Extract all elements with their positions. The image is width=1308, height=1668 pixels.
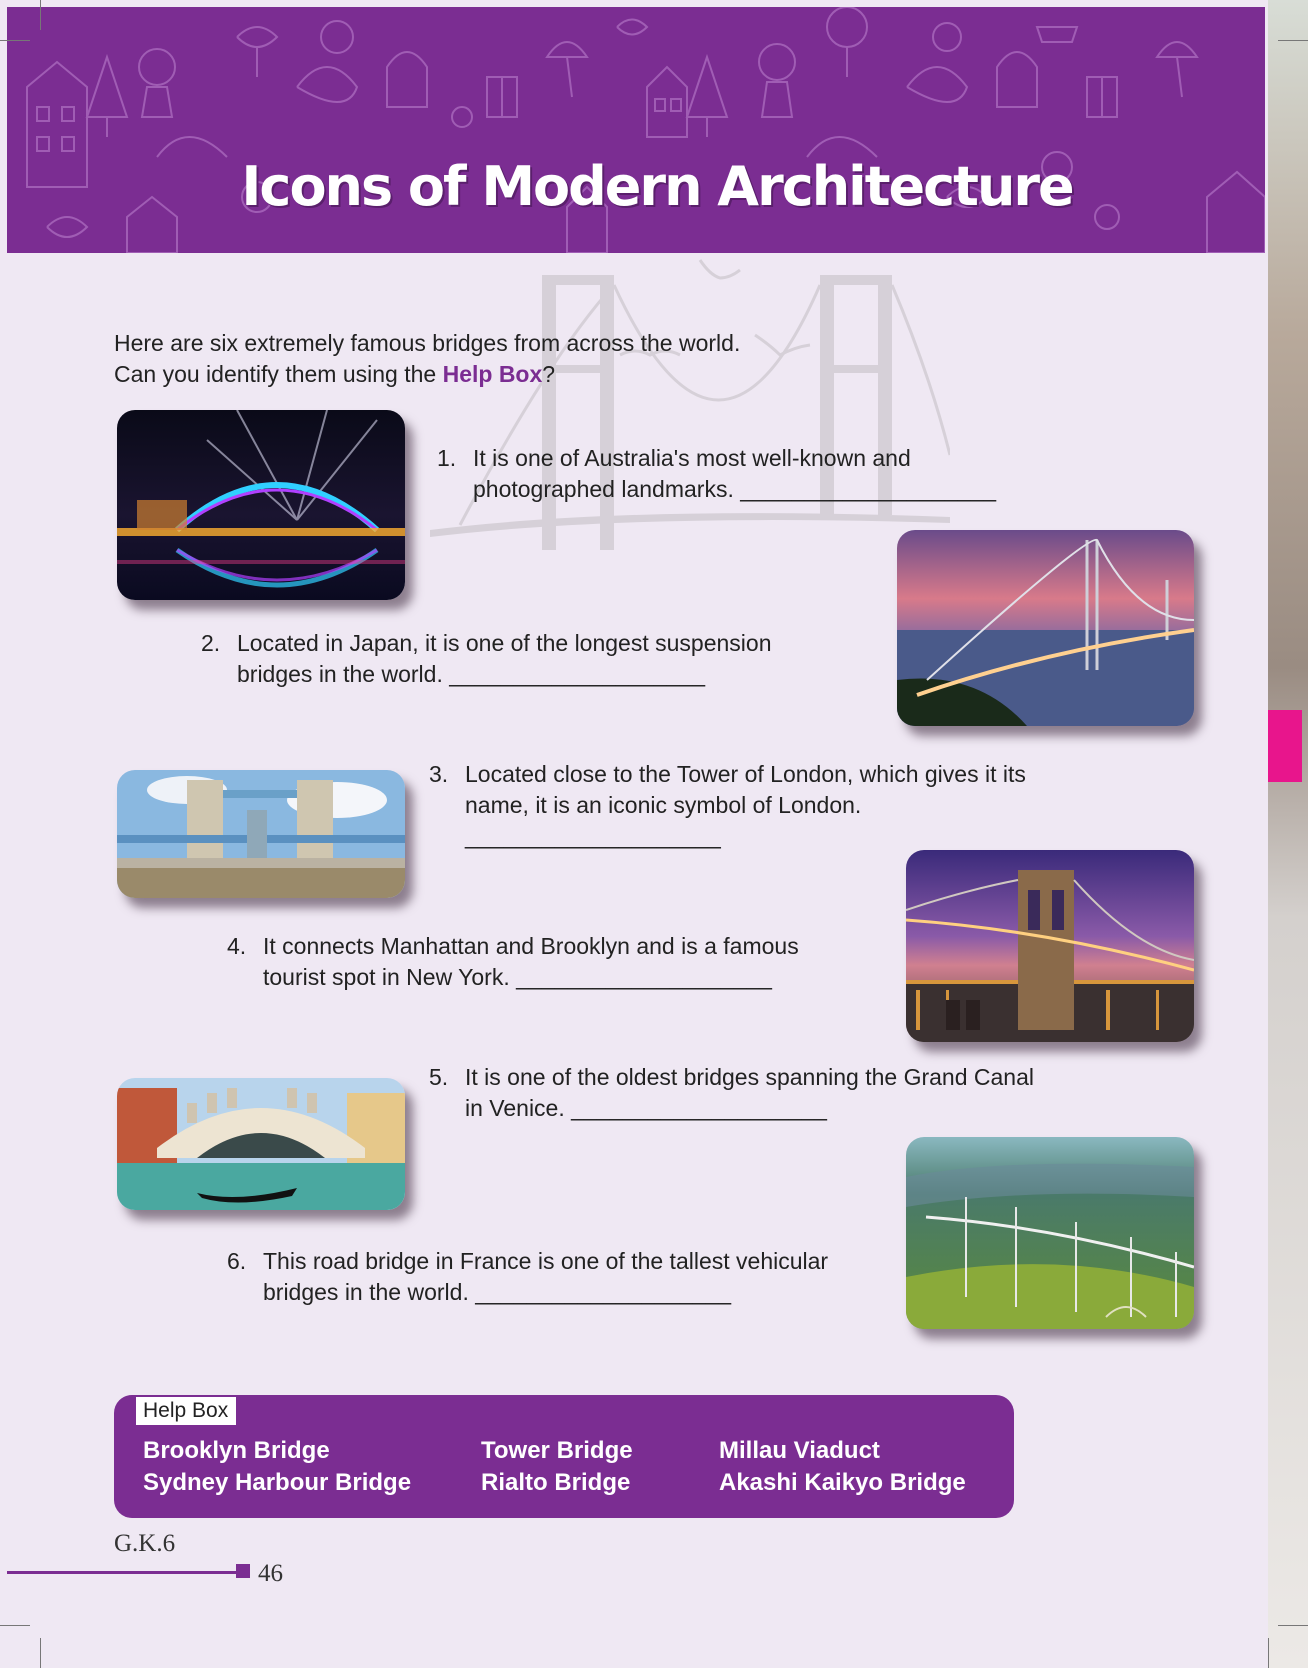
question-1 [437,443,1057,505]
question-number: 2. [201,630,221,656]
question-5 [429,1062,1129,1124]
page-title: Icons of Modern Architecture [241,155,1073,218]
question-answer-line[interactable]: ____________________ [465,823,721,849]
question-text-line: It connects Manhattan and Brooklyn and is a famous [263,933,799,959]
question-text-line: name, it is an iconic symbol of London. [465,792,862,818]
title-banner [7,7,1265,253]
photo-millau-viaduct [906,1137,1194,1329]
photo-rialto-bridge [117,1078,405,1210]
question-number: 5. [429,1064,449,1090]
question-text-line: Located close to the Tower of London, which gives it its [465,761,1026,787]
question-answer-line[interactable]: bridges in the world. ____________________ [263,1279,732,1305]
millau-viaduct-image [906,1137,1194,1329]
crop-mark [40,0,41,30]
question-text-line: It is one of Australia's most well-known and [473,445,911,471]
footer-square-icon [236,1564,250,1578]
intro-line-2-text: Can you identify them using the [114,361,443,387]
help-option: Millau Viaduct [719,1437,880,1464]
intro-line-2 [114,359,740,390]
help-box-reference: Help Box [442,361,543,387]
question-number: 1. [437,445,457,471]
question-number: 4. [227,933,247,959]
crop-mark [1278,1625,1308,1626]
question-answer-line[interactable]: bridges in the world. ____________________ [237,661,706,687]
question-text-line: Located in Japan, it is one of the longest suspension [237,630,772,656]
crop-mark [1268,1638,1269,1668]
crop-mark [40,1638,41,1668]
intro-line-2-end: ? [542,361,556,387]
help-option: Tower Bridge [481,1437,633,1464]
photo-akashi-kaikyo-bridge [897,530,1194,726]
brooklyn-bridge-image [906,850,1194,1042]
intro-line-1: Here are six extremely famous bridges from across the world. [114,330,741,356]
question-2 [201,628,881,690]
question-answer-line[interactable]: photographed landmarks. ____________________ [473,476,997,502]
footer-rule [7,1571,243,1574]
help-option: Brooklyn Bridge [143,1437,330,1464]
question-number: 3. [429,761,449,787]
photo-tower-bridge [117,770,405,898]
help-option: Sydney Harbour Bridge [143,1469,412,1496]
crop-mark [0,40,30,41]
help-box-label: Help Box [136,1397,236,1425]
question-text-line: This road bridge in France is one of the tallest vehicular [263,1248,829,1274]
question-answer-line[interactable]: tourist spot in New York. ____________________ [263,964,772,990]
side-tab [1268,710,1302,782]
intro-text [114,328,740,390]
help-option: Rialto Bridge [481,1469,631,1496]
question-3 [429,759,1129,852]
question-6 [227,1246,917,1308]
question-4 [227,931,907,993]
photo-sydney-harbour-bridge [117,410,405,600]
adjacent-page-edge [1268,0,1308,1668]
question-number: 6. [227,1248,247,1274]
akashi-bridge-image [897,530,1194,726]
question-text-line: It is one of the oldest bridges spanning the Grand Canal [465,1064,1034,1090]
crop-mark [1278,40,1308,41]
rialto-bridge-image [117,1078,405,1210]
question-answer-line[interactable]: in Venice. ____________________ [465,1095,827,1121]
bridge-watermark [430,255,950,585]
crop-mark [0,1625,30,1626]
footer-label: G.K.6 [114,1530,176,1557]
page-number: 46 [258,1560,283,1587]
help-box [114,1395,1014,1518]
help-option: Akashi Kaikyo Bridge [719,1469,966,1496]
tower-bridge-image [117,770,405,898]
sydney-bridge-image [117,410,405,600]
photo-brooklyn-bridge [906,850,1194,1042]
